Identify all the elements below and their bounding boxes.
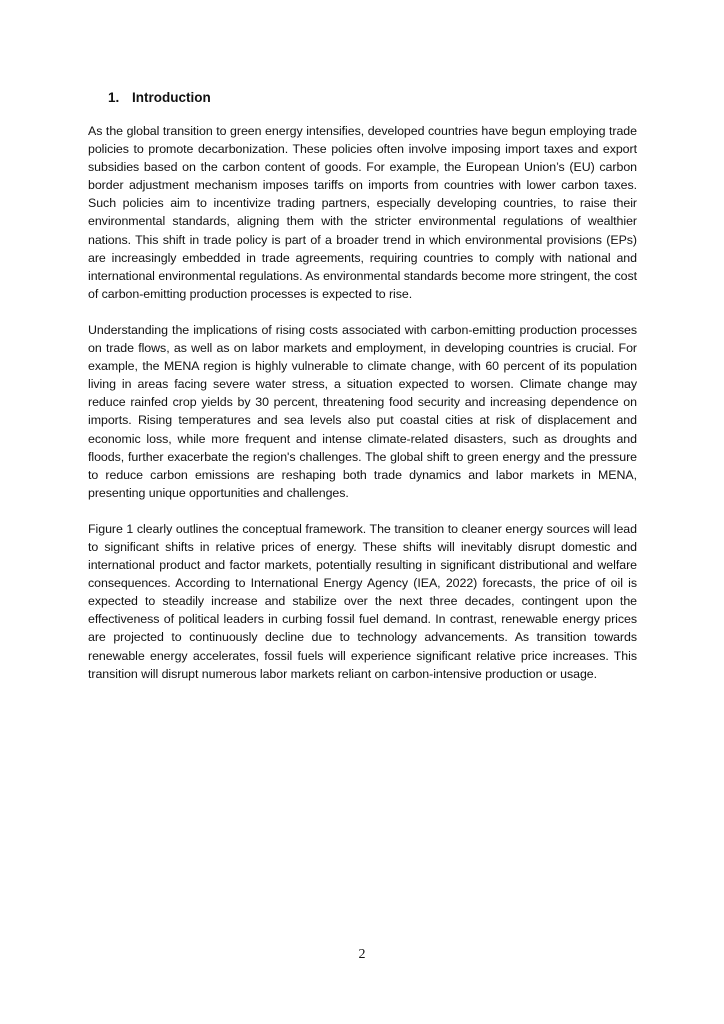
page-content [88, 89, 637, 701]
paragraph-3: Figure 1 clearly outlines the conceptual framework. The transition to cleaner energy sources will lead to significant shifts in relative prices of energy. These shifts will inevitably disrupt domestic and international product and factor markets, potentially resulting in significant distributional and welfare consequences. According to International Energy Agency (IEA, 2022) forecasts, the price of oil is expected to steadily increase and stabilize over the next three decades, contingent upon the effectiveness of political leaders in curbing fossil fuel demand. In contrast, renewable energy prices are projected to continuously decline due to technology advancements. As transition towards renewable energy accelerates, fossil fuels will experience significant relative price increases. This transition will disrupt numerous labor markets reliant on carbon-intensive production or usage. [88, 521, 637, 681]
paragraph-1: As the global transition to green energy intensifies, developed countries have begun employing trade policies to promote decarbonization. These policies often involve imposing import taxes and export subsidies based on the carbon content of goods. For example, the European Union’s (EU) carbon border adjustment mechanism imposes tariffs on imports from countries with lower carbon taxes. Such policies aim to incentivize trading partners, especially developing countries, to raise their environmental standards, aligning them with the stricter environmental regulations of wealthier nations. This shift in trade policy is part of a broader trend in which environmental provisions (EPs) are increasingly embedded in trade agreements, requiring countries to comply with national and international environmental regulations. As environmental standards become more stringent, the cost of carbon-emitting production processes is expected to rise. [88, 124, 637, 301]
paragraph-2: Understanding the implications of rising costs associated with carbon-emitting production processes on trade flows, as well as on labor markets and employment, in developing countries is crucial. For example, the MENA region is highly vulnerable to climate change, with 60 percent of its population living in areas facing severe water stress, a situation expected to worsen. Climate change may reduce rainfed crop yields by 30 percent, threatening food security and increasing dependence on imports. Rising temperatures and sea levels also put coastal cities at risk of displacement and economic loss, while more frequent and intense climate-related disasters, such as droughts and floods, further exacerbate the region's challenges. The global shift to green energy and the pressure to reduce carbon emissions are reshaping both trade dynamics and labor markets in MENA, presenting unique opportunities and challenges. [88, 322, 637, 500]
section-heading [108, 89, 637, 107]
section-number: 1. [108, 90, 120, 105]
section-title: Introduction [132, 90, 211, 105]
page-number: 2 [358, 947, 366, 962]
